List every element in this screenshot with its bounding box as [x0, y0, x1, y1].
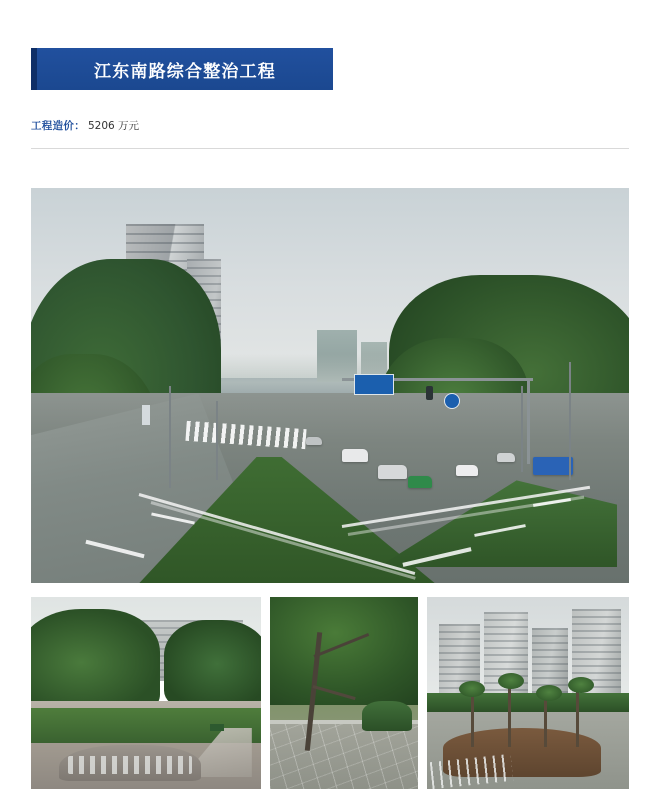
street-light-pole — [169, 386, 171, 489]
park-bench — [210, 724, 224, 731]
bottom-photo-center — [270, 597, 418, 789]
vehicle — [408, 476, 432, 488]
page-title: 江东南路综合整治工程 — [94, 61, 276, 82]
project-cost-row — [31, 118, 139, 134]
stone-inscription — [68, 756, 192, 773]
street-light-pole — [569, 362, 571, 481]
title-banner — [37, 48, 333, 90]
hero-photo — [31, 188, 629, 583]
sapling — [508, 682, 511, 747]
hedge-row — [427, 693, 629, 712]
shrub-planting — [362, 701, 412, 732]
sapling — [544, 693, 547, 747]
sapling-foliage — [459, 681, 485, 697]
tree-canopy — [270, 597, 418, 705]
project-cost-value: 5206 万元 — [88, 120, 140, 132]
street-light-pole — [521, 386, 523, 473]
sign-gantry-pole — [527, 378, 530, 465]
vehicle — [456, 465, 478, 476]
bottom-photo-right — [427, 597, 629, 789]
sapling — [471, 689, 474, 747]
vehicle — [378, 465, 407, 479]
project-cost-label: 工程造价： — [31, 120, 85, 132]
vehicle — [306, 437, 322, 445]
vehicle — [497, 453, 515, 462]
vehicle — [342, 449, 368, 462]
pole-banner — [142, 405, 150, 425]
tree-mass-right — [164, 620, 261, 708]
round-road-sign — [444, 393, 460, 409]
header-divider — [31, 148, 629, 149]
direction-sign — [354, 374, 394, 395]
traffic-light — [426, 386, 433, 400]
street-light-pole — [216, 401, 218, 480]
sapling-foliage — [536, 685, 562, 701]
blue-truck — [533, 457, 573, 475]
sapling — [576, 685, 579, 746]
bottom-photo-left — [31, 597, 261, 789]
sapling-foliage — [498, 673, 524, 689]
